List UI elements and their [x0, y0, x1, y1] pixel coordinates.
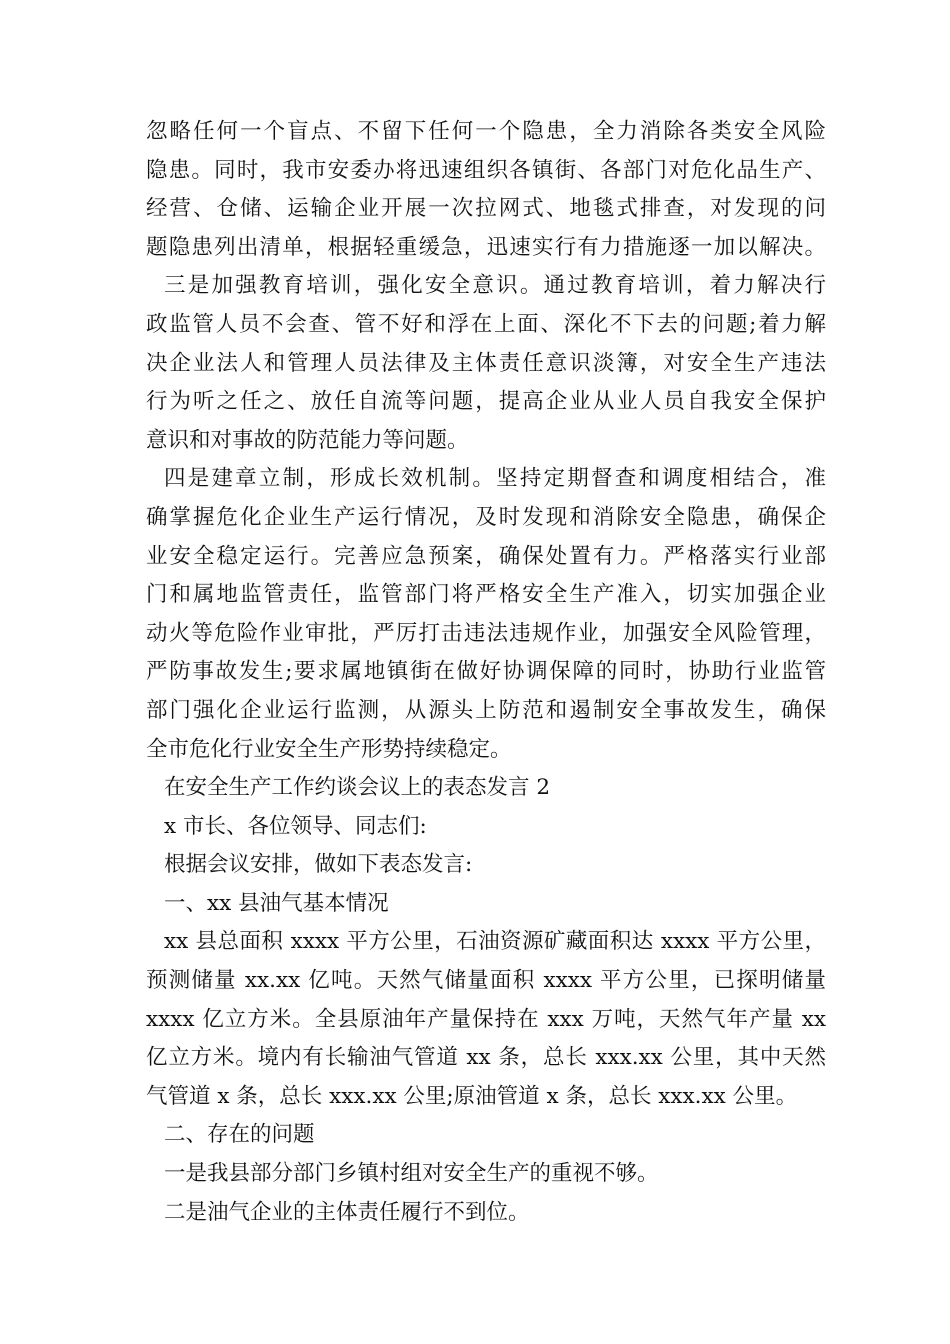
text-line: 业安全稳定运行。完善应急预案，确保处置有力。严格落实行业部: [146, 543, 826, 569]
text-line: 门和属地监管责任，监管部门将严格安全生产准入，切实加强企业: [146, 582, 826, 608]
section-heading: 一、xx 县油气基本情况: [164, 890, 389, 916]
text-line: 亿立方米。境内有长输油气管道 xx 条，总长 xxx.xx 公里，其中天然: [146, 1045, 826, 1071]
text-line: 全市危化行业安全生产形势持续稳定。: [146, 736, 512, 762]
text-line: 确掌握危化企业生产运行情况，及时发现和消除安全隐患，确保企: [146, 504, 826, 530]
text-line: 意识和对事故的防范能力等问题。: [146, 427, 469, 453]
text-line: 部门强化企业运行监测，从源头上防范和遏制安全事故发生，确保: [146, 697, 826, 723]
text-line: 行为听之任之、放任自流等问题，提高企业从业人员自我安全保护: [146, 389, 826, 415]
section-heading: 二、存在的问题: [164, 1122, 315, 1148]
text-line: 题隐患列出清单，根据轻重缓急，迅速实行有力措施逐一加以解决。: [146, 234, 826, 260]
text-line: 严防事故发生;要求属地镇街在做好协调保障的同时，协助行业监管: [146, 659, 826, 685]
paragraph-start: xx 县总面积 xxxx 平方公里，石油资源矿藏面积达 xxxx 平方公里，: [164, 929, 826, 955]
section-title: 在安全生产工作约谈会议上的表态发言 2: [164, 775, 551, 801]
text-line: 忽略任何一个盲点、不留下任何一个隐患，全力消除各类安全风险: [146, 119, 826, 144]
text-line: 气管道 x 条，总长 xxx.xx 公里;原油管道 x 条，总长 xxx.xx 公里。: [146, 1083, 798, 1109]
text-line: 二是油气企业的主体责任履行不到位。: [164, 1199, 530, 1225]
text-line: 政监管人员不会查、管不好和浮在上面、深化不下去的问题;着力解: [146, 311, 826, 337]
text-line: 动火等危险作业审批，严厉打击违法违规作业，加强安全风险管理，: [146, 620, 826, 646]
text-line: xxxx 亿立方米。全县原油年产量保持在 xxx 万吨，天然气年产量 xx: [146, 1006, 826, 1032]
text-line: 经营、仓储、运输企业开展一次拉网式、地毯式排查，对发现的问: [146, 196, 826, 222]
text-line: 根据会议安排，做如下表态发言:: [164, 852, 473, 878]
text-line: 一是我县部分部门乡镇村组对安全生产的重视不够。: [164, 1161, 659, 1187]
text-line: 预测储量 xx.xx 亿吨。天然气储量面积 xxxx 平方公里，已探明储量: [146, 968, 826, 994]
salutation: x 市长、各位领导、同志们:: [164, 813, 427, 839]
text-line: 隐患。同时，我市安委办将迅速组织各镇街、各部门对危化品生产、: [146, 157, 826, 183]
document-body: [146, 113, 826, 1232]
paragraph-start: 三是加强教育培训，强化安全意识。通过教育培训，着力解决行: [164, 273, 826, 299]
text-line: 决企业法人和管理人员法律及主体责任意识淡簿，对安全生产违法: [146, 350, 826, 376]
paragraph-start: 四是建章立制，形成长效机制。坚持定期督查和调度相结合，准: [164, 466, 826, 492]
